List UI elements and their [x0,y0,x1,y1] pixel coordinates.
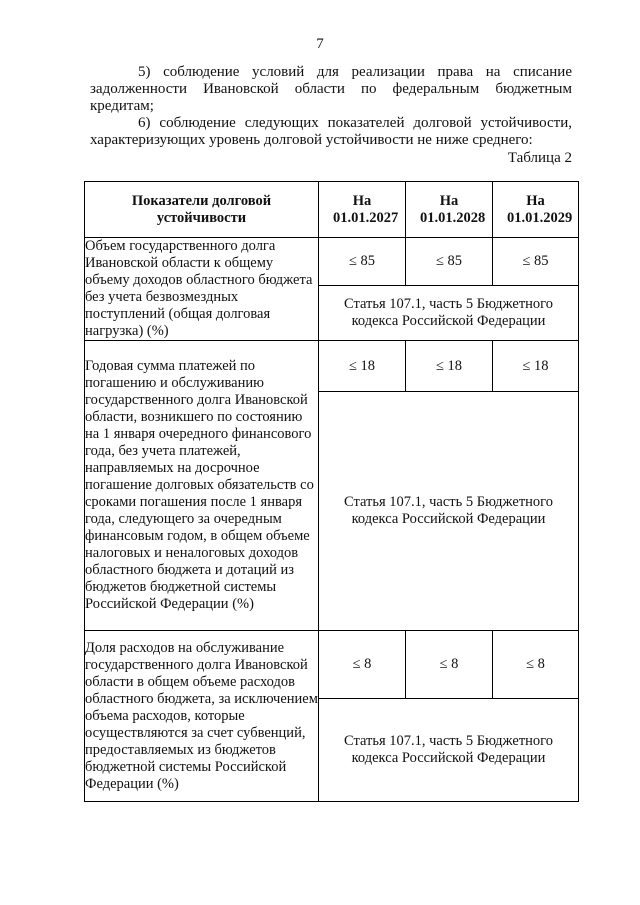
row1-indicator: Объем государственного долга Ивановской области к общему объему доходов областного бюджета без учета безвозмездных поступлений (общая долговая нагрузка) (%) [85,238,319,341]
paragraph-item-6 [90,115,572,149]
header-2027: На 01.01.2027 [319,182,406,238]
paragraph-item-6-text: 6) соблюдение следующих показателей долговой устойчивости, характеризующих уровень долговой устойчивости не ниже среднего: [90,115,572,148]
header-2028: На 01.01.2028 [406,182,493,238]
page-number: 7 [316,36,324,52]
row1-value-2029: ≤ 85 [493,238,579,286]
row3-value-2029: ≤ 8 [493,631,579,699]
row3-value-2027: ≤ 8 [319,631,406,699]
row3-value-2028: ≤ 8 [406,631,493,699]
row1-value-2027: ≤ 85 [319,238,406,286]
table-row [85,238,579,286]
table-header-row [85,182,579,238]
table-row [85,341,579,392]
row2-value-2029: ≤ 18 [493,341,579,392]
paragraph-item-5-text: 5) соблюдение условий для реализации права на списание задолженности Ивановской области по федеральным бюджетным кредитам; [90,64,572,114]
row2-reference: Статья 107.1, часть 5 Бюджетного кодекса Российской Федерации [319,392,579,631]
header-2029: На 01.01.2029 [493,182,579,238]
row1-value-2028: ≤ 85 [406,238,493,286]
table-row [85,631,579,699]
row3-indicator: Доля расходов на обслуживание государственного долга Ивановской области в общем объеме расходов областного бюджета, за исключением объема расходов, которые осуществляются за счет субвенций, предоставляемых из бюджетов бюджетной системы Российской Федерации (%) [85,631,319,802]
header-indicator: Показатели долговой устойчивости [85,182,319,238]
debt-sustainability-table [84,181,579,802]
row1-reference: Статья 107.1, часть 5 Бюджетного кодекса Российской Федерации [319,286,579,341]
row2-indicator: Годовая сумма платежей по погашению и обслуживанию государственного долга Ивановской области, возникшего по состоянию на 1 января очередного финансового года, без учета платежей, направляемых на досрочное погашение долговых обязательств со сроками погашения после 1 января года, следующего за очередным финансовым годом, в общем объеме налоговых и неналоговых доходов областного бюджета и дотаций из бюджетов бюджетной системы Российской Федерации (%) [85,341,319,631]
row2-value-2027: ≤ 18 [319,341,406,392]
paragraph-item-5 [90,64,572,115]
row3-reference: Статья 107.1, часть 5 Бюджетного кодекса Российской Федерации [319,699,579,802]
table-caption: Таблица 2 [507,150,572,166]
row2-value-2028: ≤ 18 [406,341,493,392]
